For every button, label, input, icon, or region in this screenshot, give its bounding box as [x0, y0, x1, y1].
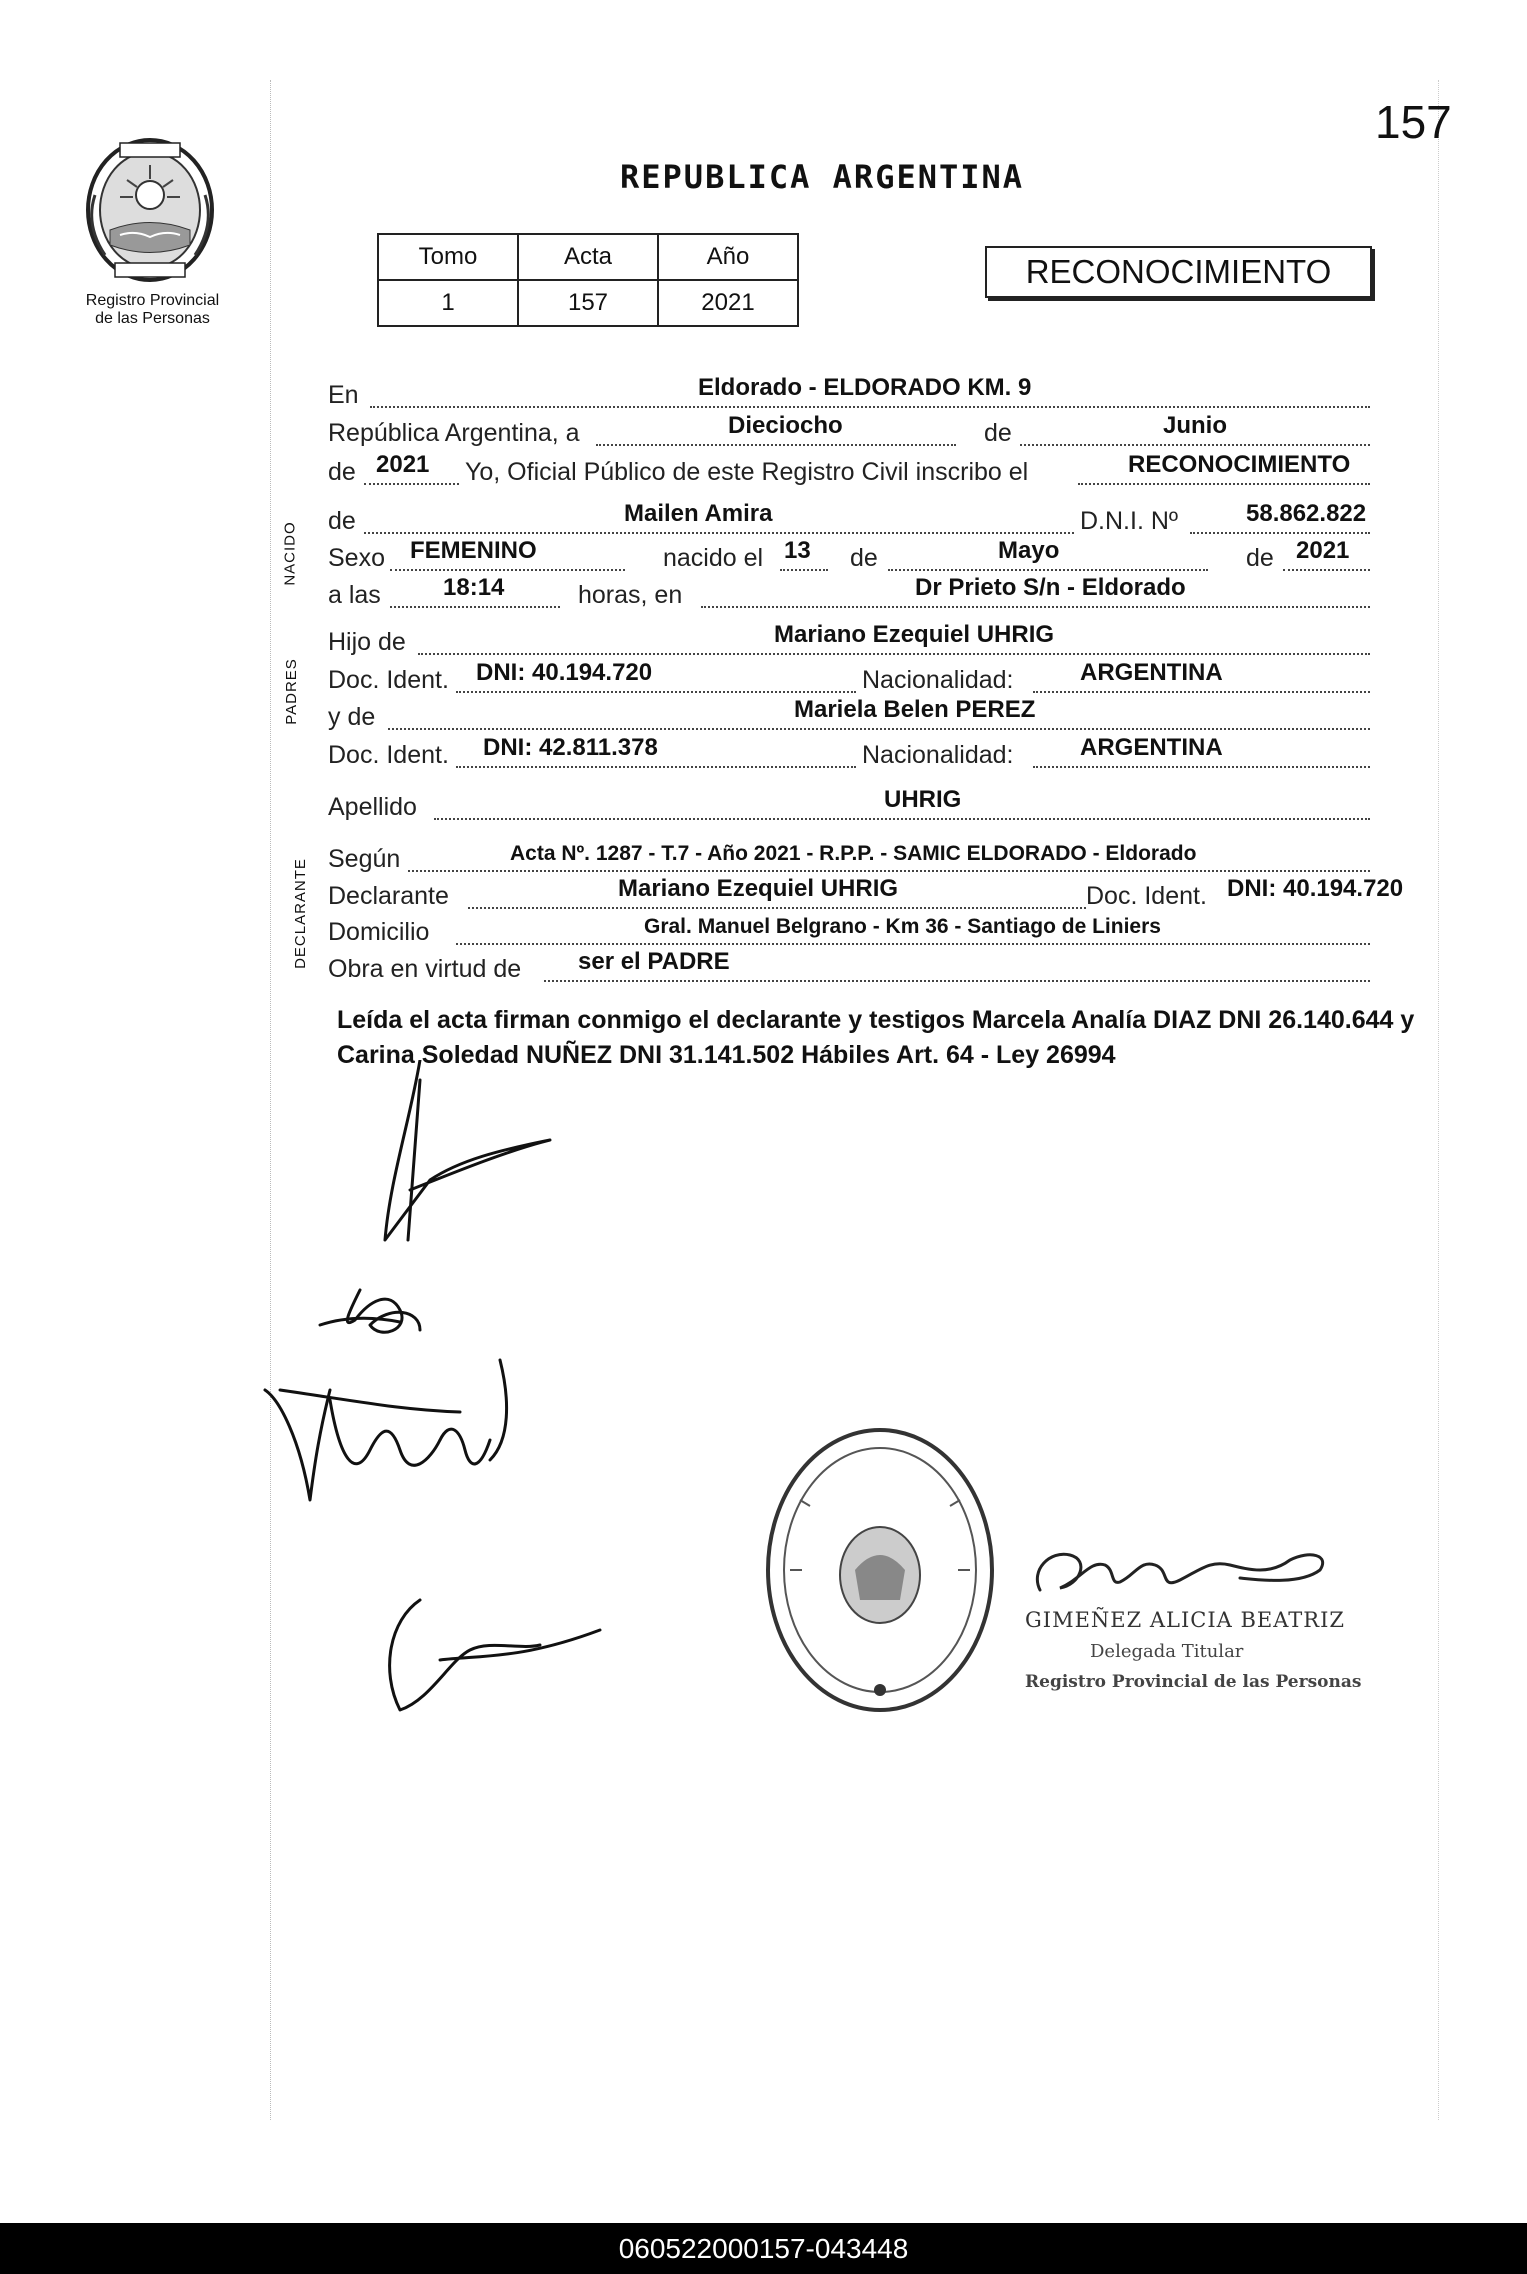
field-declarante-doc: DNI: 40.194.720	[1227, 875, 1404, 902]
row-hora	[328, 574, 1428, 612]
field-domicilio: Gral. Manuel Belgrano - Km 36 - Santiago de Liniers	[644, 915, 1161, 938]
dotted-line	[1190, 532, 1370, 534]
label-domicilio: Domicilio	[328, 918, 430, 946]
field-sexo: FEMENINO	[410, 537, 537, 564]
row-oficial	[328, 451, 1428, 489]
field-mes: Junio	[1163, 412, 1227, 439]
row-domicilio	[328, 915, 1428, 949]
dotted-line	[390, 569, 625, 571]
label-apellido: Apellido	[328, 793, 417, 821]
row-madre	[328, 696, 1428, 734]
field-nac-anio: 2021	[1296, 537, 1350, 564]
label-nacido-el: nacido el	[663, 544, 764, 572]
label-y-de: y de	[328, 703, 376, 731]
tomo-value: 1	[378, 280, 518, 326]
field-madre-nac: ARGENTINA	[1080, 734, 1223, 761]
dotted-line	[1033, 691, 1370, 693]
dotted-line	[456, 766, 856, 768]
dotted-line	[388, 728, 1370, 730]
label-en: En	[328, 381, 359, 409]
label-oficial: Yo, Oficial Público de este Registro Civil inscribo el	[465, 458, 1029, 486]
field-padre: Mariano Ezequiel UHRIG	[774, 621, 1055, 648]
field-nac-mes: Mayo	[998, 537, 1060, 564]
row-fecha	[328, 412, 1428, 450]
official-org: Registro Provincial de las Personas	[1025, 1672, 1362, 1692]
dotted-line	[408, 870, 1370, 872]
label-doc-ident-declarante: Doc. Ident.	[1086, 882, 1207, 910]
label-de-nac-mes: de	[850, 544, 878, 572]
field-madre-doc: DNI: 42.811.378	[483, 734, 658, 761]
row-sexo	[328, 537, 1428, 575]
record-type-box: RECONOCIMIENTO	[985, 246, 1372, 298]
field-segun: Acta Nº. 1287 - T.7 - Año 2021 - R.P.P. - SAMIC ELDORADO - Eldorado	[510, 842, 1197, 865]
side-label-padres: PADRES	[282, 658, 300, 725]
org-caption	[65, 292, 240, 328]
label-republica: República Argentina, a	[328, 419, 580, 447]
field-madre: Mariela Belen PEREZ	[794, 696, 1036, 723]
label-nacionalidad-madre: Nacionalidad:	[862, 741, 1014, 769]
official-stamp-image	[760, 1420, 1000, 1720]
label-doc-ident-madre: Doc. Ident.	[328, 741, 449, 769]
row-lugar	[328, 374, 1428, 412]
dotted-line	[370, 406, 1370, 408]
acta-header: Acta	[518, 234, 658, 280]
label-de-anio: de	[328, 458, 356, 486]
field-nac-dia: 13	[784, 537, 811, 564]
dotted-line	[596, 444, 956, 446]
dotted-line	[701, 606, 1370, 608]
label-nacionalidad-padre: Nacionalidad:	[862, 666, 1014, 694]
side-label-declarante: DECLARANTE	[291, 858, 309, 969]
dotted-line	[418, 653, 1370, 655]
dotted-line	[544, 980, 1370, 982]
official-role: Delegada Titular	[1090, 1641, 1244, 1662]
dotted-line	[888, 569, 1208, 571]
dotted-line	[1020, 444, 1370, 446]
field-nombre: Mailen Amira	[624, 500, 773, 527]
field-declarante: Mariano Ezequiel UHRIG	[618, 875, 899, 902]
dotted-line	[1283, 569, 1370, 571]
label-dni: D.N.I. Nº	[1080, 507, 1179, 535]
field-tipo: RECONOCIMIENTO	[1128, 451, 1351, 478]
label-de-nac-anio: de	[1246, 544, 1274, 572]
field-dni: 58.862.822	[1246, 500, 1367, 527]
label-a-las: a las	[328, 581, 381, 609]
field-obra: ser el PADRE	[578, 948, 730, 975]
field-padre-nac: ARGENTINA	[1080, 659, 1223, 686]
row-obra	[328, 948, 1428, 986]
row-declarante	[328, 875, 1428, 913]
field-lugar-nac: Dr Prieto S/n - Eldorado	[915, 574, 1186, 601]
field-lugar: Eldorado - ELDORADO KM. 9	[698, 374, 1032, 401]
reference-value-row	[378, 280, 798, 326]
dotted-line	[456, 691, 856, 693]
label-obra: Obra en virtud de	[328, 955, 522, 983]
reference-table	[377, 233, 799, 327]
row-segun	[328, 842, 1428, 876]
dotted-line	[780, 569, 828, 571]
label-hijo-de: Hijo de	[328, 628, 406, 656]
anio-header: Año	[658, 234, 798, 280]
row-padre	[328, 621, 1428, 659]
dotted-line	[434, 818, 1370, 820]
right-margin-line	[1438, 80, 1439, 2120]
label-segun: Según	[328, 845, 401, 873]
row-nombre	[328, 500, 1428, 538]
dotted-line	[456, 943, 1370, 945]
row-madre-doc	[328, 734, 1428, 772]
closing-statement: Leída el acta firman conmigo el declarante y testigos Marcela Analía DIAZ DNI 26.140.644 y Carina Soledad NUÑEZ DNI 31.141.502 Hábiles Art. 64 - Ley 26994	[337, 1006, 1415, 1069]
reference-header-row	[378, 234, 798, 280]
anio-value: 2021	[658, 280, 798, 326]
org-caption-line-2: de las Personas	[95, 310, 210, 327]
org-caption-line-1: Registro Provincial	[85, 292, 220, 309]
field-anio: 2021	[376, 451, 430, 478]
dotted-line	[390, 606, 560, 608]
label-doc-ident-padre: Doc. Ident.	[328, 666, 449, 694]
dotted-line	[364, 483, 459, 485]
page-number: 157	[1375, 96, 1452, 148]
witness-signatures-image	[260, 1060, 760, 1720]
official-signature-image	[1020, 1530, 1350, 1600]
tomo-header: Tomo	[378, 234, 518, 280]
dotted-line	[1033, 766, 1370, 768]
field-dia: Dieciocho	[728, 412, 843, 439]
dotted-line	[1078, 483, 1370, 485]
field-padre-doc: DNI: 40.194.720	[476, 659, 653, 686]
document-title: REPUBLICA ARGENTINA	[620, 158, 1025, 196]
side-label-nacido: NACIDO	[281, 521, 299, 586]
row-apellido	[328, 786, 1428, 824]
label-de-nombre: de	[328, 507, 356, 535]
label-declarante: Declarante	[328, 882, 449, 910]
footer-barcode-text: 060522000157-043448	[0, 2223, 1527, 2274]
label-sexo: Sexo	[328, 544, 385, 572]
official-name: GIMEÑEZ ALICIA BEATRIZ	[1025, 1608, 1345, 1632]
dotted-line	[364, 532, 1074, 534]
field-apellido: UHRIG	[884, 786, 962, 813]
label-de-mes: de	[984, 419, 1012, 447]
dotted-line	[468, 907, 1086, 909]
provincial-seal-image	[75, 135, 225, 285]
row-padre-doc	[328, 659, 1428, 697]
label-horas-en: horas, en	[578, 581, 683, 609]
field-hora: 18:14	[443, 574, 505, 601]
acta-value: 157	[518, 280, 658, 326]
